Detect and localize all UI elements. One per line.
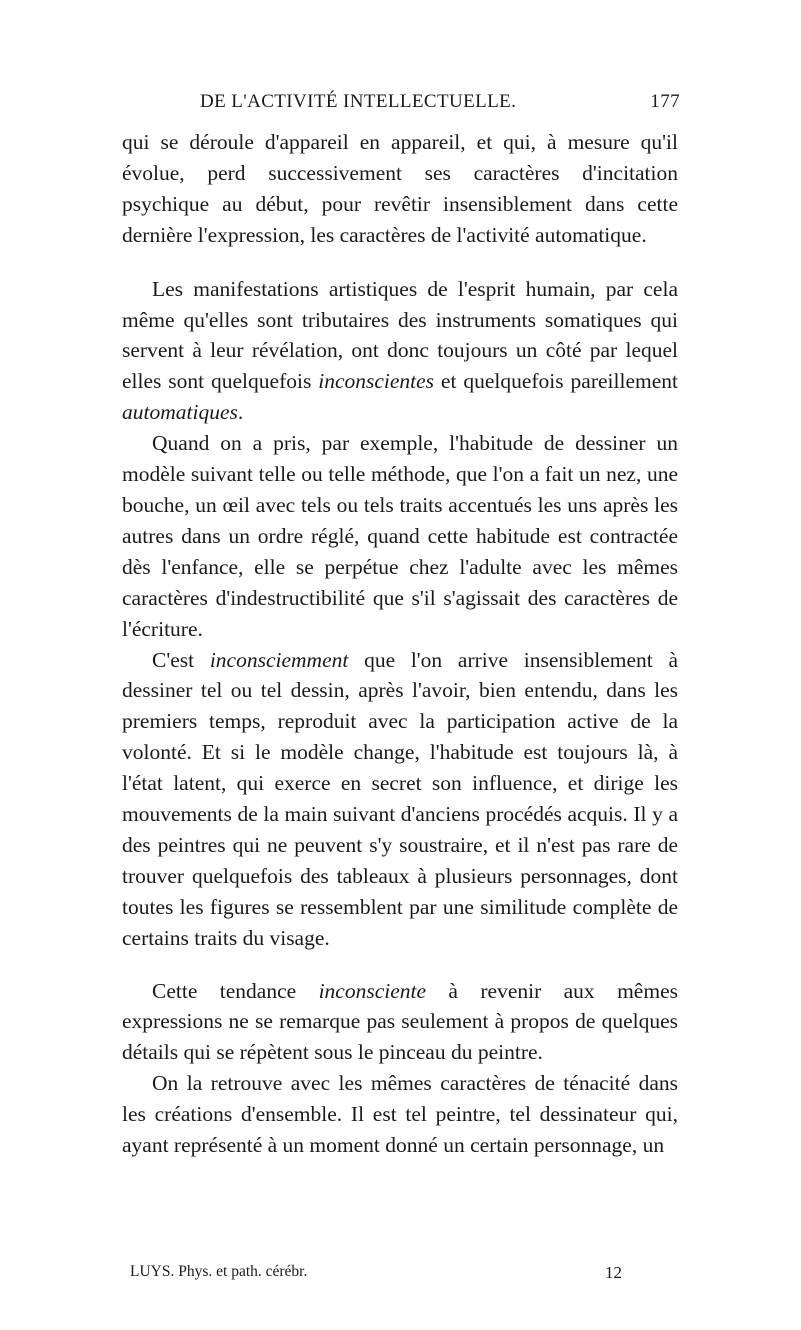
running-title: DE L'ACTIVITÉ INTELLECTUELLE. [200, 91, 517, 112]
paragraph-3: Quand on a pris, par exemple, l'habitude de dessiner un modèle suivant telle ou telle méthode, que l'on a fait un nez, une bouche, un œil avec tels ou tels traits accentués les uns après les autres dans un ordre réglé, quand cette habitude est contractée dès l'enfance, elle se perpétue chez l'adulte avec les mêmes caractères d'indestructibilité que s'il s'agissait des caractères de l'écriture. [122, 431, 678, 641]
paragraph-6: On la retrouve avec les mêmes caractères de ténacité dans les créations d'ensemble. Il est tel peintre, tel dessinateur qui, ayant représenté à un moment donné un certain personnage, un [122, 1071, 678, 1158]
signature-number: 12 [605, 1263, 622, 1282]
paragraph-5-text-b: à revenir aux mêmes expressions ne se remarque pas seulement à propos de quelques détails qui se répètent sous le pinceau du peintre. [122, 978, 678, 1065]
paragraph-2-text-a: Les manifestations artistiques de l'esprit humain, par cela même qu'elles sont tributaires des instruments somatiques qui servent à leur révélation, ont donc toujours un côté par lequel elles sont quelquefois [122, 276, 678, 394]
paragraph-2 [122, 274, 678, 429]
paragraph-4 [122, 645, 678, 954]
paragraph-2-text-c: . [237, 400, 244, 425]
paragraph-5-text-a: Cette tendance [152, 978, 319, 1003]
paragraph-2-text-b: et quelquefois pareillement [434, 369, 678, 394]
emphasis-inconscientes: inconscientes [318, 369, 435, 394]
emphasis-inconsciemment: inconsciemment [209, 647, 349, 672]
paragraph-1: qui se déroule d'appareil en appareil, et qui, à mesure qu'il évolue, perd successivement ses caractères d'incitation psychique au début, pour revêtir insensiblement dans cette dernière l'expression, les caractères de l'activité automatique. [122, 130, 678, 247]
signature-text: LUYS. Phys. et path. cérébr. [130, 1263, 308, 1280]
page-number: 177 [650, 91, 680, 112]
paragraph-5 [122, 976, 678, 1069]
emphasis-automatiques: automatiques [122, 400, 238, 425]
page-body [122, 127, 678, 1161]
paragraph-4-text-b: que l'on arrive insensiblement à dessiner tel ou tel dessin, après l'avoir, bien entendu, dans les premiers temps, reproduit avec la participation active de la volonté. Et si le modèle change, l'habitude est toujours là, à l'état latent, qui exerce en secret son influence, et dirige les mouvements de la main suivant d'anciens procédés acquis. Il y a des peintres qui ne peuvent s'y soustraire, et il n'est pas rare de trouver quelquefois des tableaux à plusieurs personnages, dont toutes les figures se ressemblent par une similitude complète de certains traits du visage. [122, 647, 678, 950]
emphasis-inconsciente: inconsciente [318, 978, 427, 1003]
paragraph-4-text-a: C'est [152, 647, 210, 672]
